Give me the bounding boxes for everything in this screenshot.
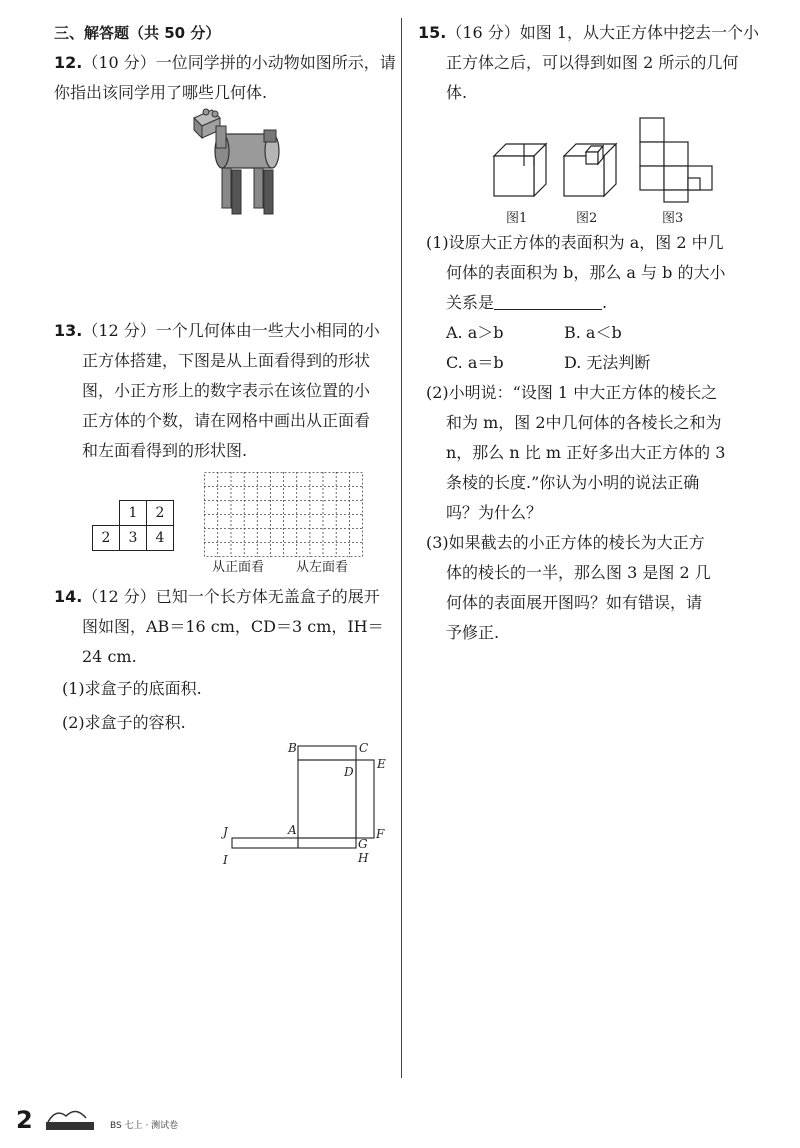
sub-question-1-end: . [602, 293, 608, 312]
point-label: B [288, 741, 297, 755]
sub-question-2-text: 条棱的长度.”你认为小明的说法正确 [446, 473, 700, 492]
question-number: 12. [54, 53, 83, 72]
point-label: C [359, 741, 369, 755]
question-text: （12 分）已知一个长方体无盖盒子的展开 [82, 587, 380, 606]
question-text: （12 分）一个几何体由一些大小相同的小 [82, 321, 380, 340]
column-divider [401, 18, 402, 1078]
cube-figures [484, 114, 744, 226]
publisher-logo-icon [42, 1102, 100, 1132]
sub-question-2-text: n，那么 n 比 m 正好多出大正方体的 3 [446, 443, 726, 462]
options-row [418, 348, 768, 378]
top-view-grid [92, 500, 174, 551]
question-15 [418, 18, 768, 108]
sub-question-2: (2)求盒子的容积. [62, 713, 186, 732]
sub-question-1-text: 关系是 [446, 293, 495, 312]
sub-question-3-text: 予修正. [446, 623, 500, 642]
point-label: E [377, 757, 386, 771]
figure-label: 图2 [576, 211, 598, 226]
sub-question-1: (1)设原大正方体的表面积为 a，图 2 中几 [426, 233, 724, 252]
caption-left-view: 从左面看 [296, 560, 349, 575]
point-label: J [223, 825, 228, 839]
question-15-parts [418, 228, 768, 648]
question-12 [54, 48, 394, 108]
sub-question-1-text [418, 288, 768, 318]
point-label: A [288, 823, 297, 837]
grid-cell: 3 [120, 526, 147, 551]
grid-row [93, 501, 174, 526]
section-title: 三、解答题（共 50 分） [54, 24, 221, 42]
sub-question-1: (1)求盒子的底面积. [62, 679, 202, 698]
sub-question-2-text: 和为 m，图 2中几何体的各棱长之和为 [446, 413, 722, 432]
question-text: 正方体的个数，请在网格中画出从正面看 [82, 411, 371, 430]
question-number: 13. [54, 321, 83, 340]
grid-cell: 1 [120, 501, 147, 526]
figure-label: 图3 [662, 211, 684, 226]
question-text: 图如图，AB＝16 cm，CD＝3 cm，IH＝ [82, 617, 384, 636]
box-net-figure [220, 738, 404, 868]
point-label: H [358, 851, 369, 865]
sub-question-3-text: 何体的表面展开图吗？如有错误，请 [446, 593, 703, 612]
options-row [418, 318, 768, 348]
question-14 [54, 582, 394, 738]
option-d: D. 无法判断 [564, 353, 651, 372]
sub-question-2: (2)小明说：“设图 1 中大正方体的棱长之 [426, 383, 718, 402]
grid-cell-empty [93, 501, 120, 526]
point-label: D [344, 765, 354, 779]
option-a: A. a＞b [446, 323, 504, 342]
grid-cell: 2 [147, 501, 174, 526]
dashed-answer-grid [204, 472, 364, 558]
grid-row [93, 526, 174, 551]
question-text: 正方体搭建，下图是从上面看得到的形状 [82, 351, 371, 370]
series-label: BS 七上 · 测试卷 [110, 1121, 179, 1131]
question-text: 你指出该同学用了哪些几何体. [54, 83, 268, 102]
question-text: 24 cm. [82, 647, 137, 666]
point-label: G [358, 837, 368, 851]
page-number: 2 [16, 1106, 33, 1134]
sub-question-3: (3)如果截去的小正方体的棱长为大正方 [426, 533, 705, 552]
question-number: 14. [54, 587, 83, 606]
question-text: （10 分）一位同学拼的小动物如图所示，请 [82, 53, 396, 72]
point-label: I [223, 853, 228, 867]
sub-question-2-text: 吗？为什么？ [446, 503, 543, 522]
point-label: F [376, 827, 385, 841]
question-number: 15. [418, 23, 447, 42]
question-text: 图，小正方形上的数字表示在该位置的小 [82, 381, 371, 400]
figure-label: 图1 [506, 211, 528, 226]
question-13 [54, 316, 394, 466]
option-b: B. a＜b [564, 323, 622, 342]
left-column [54, 18, 394, 108]
sub-question-1-text: 何体的表面积为 b，那么 a 与 b 的大小 [446, 263, 726, 282]
sub-question-3-text: 体的棱长的一半，那么图 3 是图 2 几 [446, 563, 711, 582]
question-text: 正方体之后，可以得到如图 2 所示的几何 [446, 53, 739, 72]
question-text: （16 分）如图 1，从大正方体中挖去一个小 [446, 23, 760, 42]
option-c: C. a＝b [446, 353, 504, 372]
grid-cell: 2 [93, 526, 120, 551]
question-text: 体. [446, 83, 468, 102]
caption-front-view: 从正面看 [212, 560, 265, 575]
grid-cell: 4 [147, 526, 174, 551]
question-text: 和左面看得到的形状图. [82, 441, 248, 460]
answer-blank[interactable] [494, 291, 602, 310]
toy-animal-figure [186, 108, 284, 218]
